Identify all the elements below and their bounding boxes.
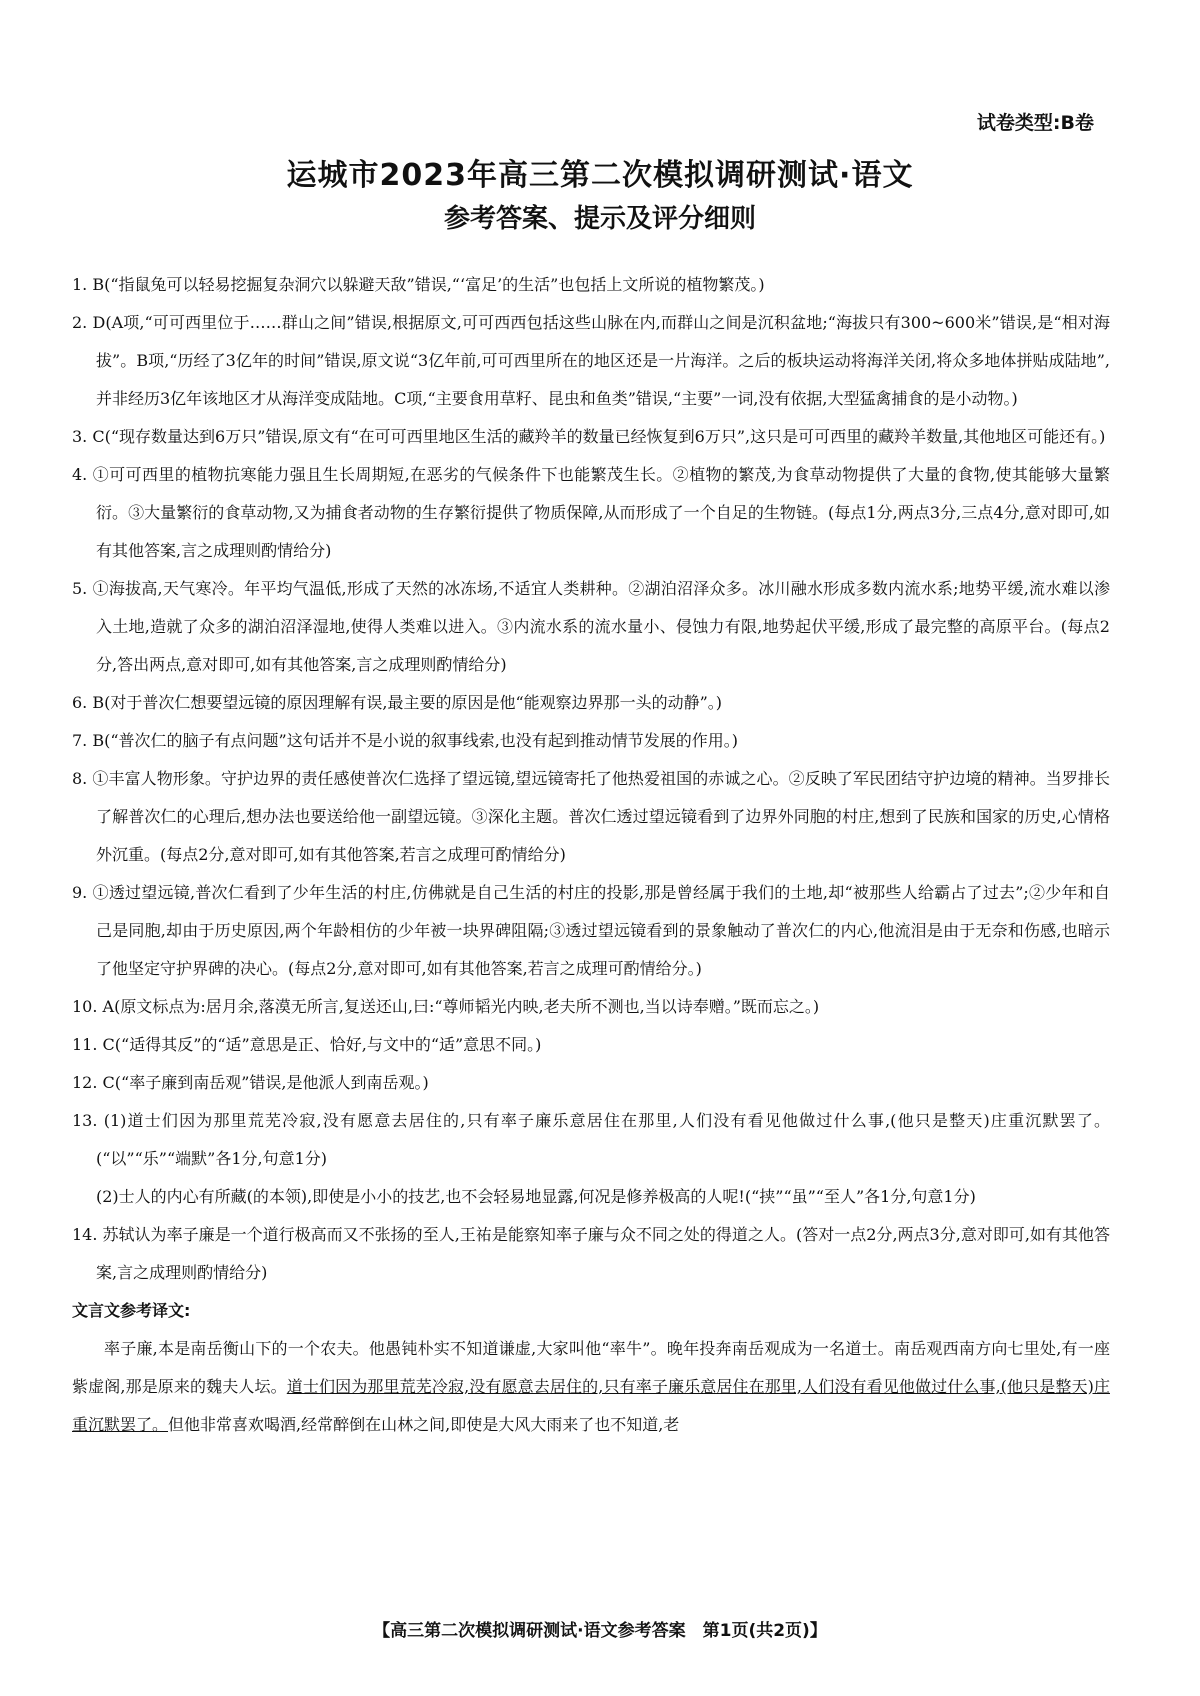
page-subtitle: 参考答案、提示及评分细则 <box>443 204 756 234</box>
answer-item: 5. ①海拔高,天气寒冷。年平均气温低,形成了天然的冰冻场,不适宜人类耕种。②湖泊沼泽众多。冰川融水形成多数内流水系;地势平缓,流水难以渗入土地,造就了众多的湖泊沼泽湿地,使得人类难以进入。③内流水系的流水量小、侵蚀力有限,地势起伏平缓,形成了最完整的高原平台。(每点2分,答出两点,意对即可,如有其他答案,言之成理则酌情给分) <box>72 579 1110 674</box>
answer-item: 11. C(“适得其反”的“适”意思是正、恰好,与文中的“适”意思不同。) <box>72 1035 542 1054</box>
answer-item: 12. C(“率子廉到南岳观”错误,是他派人到南岳观。) <box>72 1073 429 1092</box>
answer-item: 6. B(对于普次仁想要望远镜的原因理解有误,最主要的原因是他“能观察边界那一头的动静”。) <box>72 693 723 712</box>
translation-paragraph <box>72 1330 1110 1444</box>
answer-item: 3. C(“现存数量达到6万只”错误,原文有“在可可西里地区生活的藏羚羊的数量已经恢复到6万只”,这只是可可西里的藏羚羊数量,其他地区可能还有。) <box>72 427 1106 446</box>
answer-item: 4. ①可可西里的植物抗寒能力强且生长周期短,在恶劣的气候条件下也能繁茂生长。②植物的繁茂,为食草动物提供了大量的食物,使其能够大量繁衍。③大量繁衍的食草动物,又为捕食者动物的生存繁衍提供了物质保障,从而形成了一个自足的生物链。(每点1分,两点3分,三点4分,意对即可,如有其他答案,言之成理则酌情给分) <box>72 465 1110 560</box>
exam-type-label: 试卷类型:B卷 <box>976 112 1094 134</box>
answer-item: 10. A(原文标点为:居月余,落漠无所言,复送还山,曰:“尊师韬光内映,老夫所不测也,当以诗奉赠。”既而忘之。) <box>72 997 820 1016</box>
translation-text-continued: 但他非常喜欢喝酒,经常醉倒在山林之间,即使是大风大雨来了也不知道,老 <box>168 1415 680 1434</box>
answer-item: 9. ①透过望远镜,普次仁看到了少年生活的村庄,仿佛就是自己生活的村庄的投影,那是曾经属于我们的土地,却“被那些人给霸占了过去”;②少年和自己是同胞,却由于历史原因,两个年龄相仿的少年被一块界碑阻隔;③透过望远镜看到的景象触动了普次仁的内心,他流泪是由于无奈和伤感,也暗示了他坚定守护界碑的决心。(每点2分,意对即可,如有其他答案,若言之成理可酌情给分。) <box>72 883 1110 978</box>
answer-list <box>72 266 1110 1444</box>
translation-text: 率子廉,本是南岳衡山下的一个农夫。他愚钝朴实不知道谦虚,大家叫他“率牛”。晚年投奔南岳观成为一名道士。南岳观西南方向七里处,有一座紫虚阁,那是原来的魏夫人坛。 <box>72 1339 1110 1396</box>
answer-subitem: (2)士人的内心有所藏(的本领),即使是小小的技艺,也不会轻易地显露,何况是修养极高的人呢!(“挟”“虽”“至人”各1分,句意1分) <box>96 1187 976 1206</box>
translation-underlined-text: 道士们因为那里荒芜冷寂,没有愿意去居住的,只有率子廉乐意居住在那里,人们没有看见他做过什么事,(他只是整天)庄重沉默罢了。 <box>72 1377 1110 1434</box>
answer-item: 2. D(A项,“可可西里位于……群山之间”错误,根据原文,可可西西包括这些山脉在内,而群山之间是沉积盆地;“海拔只有300~600米”错误,是“相对海拔”。B项,“历经了3亿年的时间”错误,原文说“3亿年前,可可西里所在的地区还是一片海洋。之后的板块运动将海洋关闭,将众多地体拼贴成陆地”,并非经历3亿年该地区才从海洋变成陆地。C项,“主要食用草籽、昆虫和鱼类”错误,“主要”一词,没有依据,大型猛禽捕食的是小动物。) <box>72 313 1110 408</box>
page-footer: 【高三第二次模拟调研测试·语文参考答案 第1页(共2页)】 <box>373 1621 827 1641</box>
page-title: 运城市2023年高三第二次模拟调研测试·语文 <box>286 158 914 193</box>
answer-item: 14. 苏轼认为率子廉是一个道行极高而又不张扬的至人,王祐是能察知率子廉与众不同之处的得道之人。(答对一点2分,两点3分,意对即可,如有其他答案,言之成理则酌情给分) <box>72 1225 1110 1282</box>
answer-item: 8. ①丰富人物形象。守护边界的责任感使普次仁选择了望远镜,望远镜寄托了他热爱祖国的赤诚之心。②反映了军民团结守护边境的精神。当罗排长了解普次仁的心理后,想办法也要送给他一副望远镜。③深化主题。普次仁透过望远镜看到了边界外同胞的村庄,想到了民族和国家的历史,心情格外沉重。(每点2分,意对即可,如有其他答案,若言之成理可酌情给分) <box>72 769 1110 864</box>
translation-heading: 文言文参考译文: <box>72 1301 191 1320</box>
answer-item: 13. (1)道士们因为那里荒芜冷寂,没有愿意去居住的,只有率子廉乐意居住在那里,人们没有看见他做过什么事,(他只是整天)庄重沉默罢了。(“以”“乐”“端默”各1分,句意1分) <box>72 1111 1110 1168</box>
answer-item: 1. B(“指鼠兔可以轻易挖掘复杂洞穴以躲避天敌”错误,“‘富足’的生活”也包括上文所说的植物繁茂。) <box>72 275 765 294</box>
answer-item: 7. B(“普次仁的脑子有点问题”这句话并不是小说的叙事线索,也没有起到推动情节发展的作用。) <box>72 731 739 750</box>
